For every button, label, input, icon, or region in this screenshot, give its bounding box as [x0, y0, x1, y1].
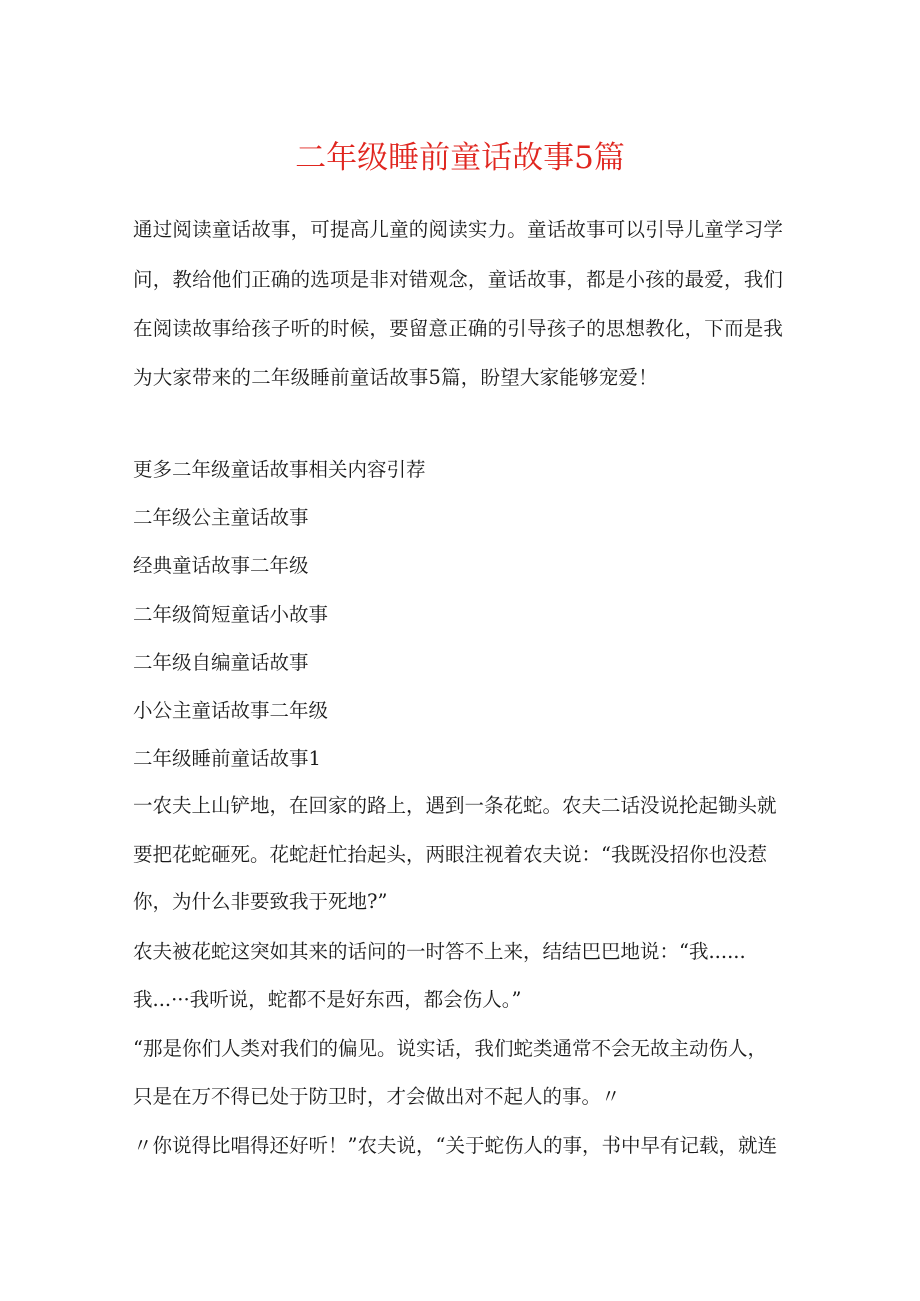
- story-line-3: 你，为什么非要致我于死地?”: [133, 890, 388, 913]
- related-link-4[interactable]: 二年级自编童话故事: [133, 651, 309, 674]
- story-line-4: 农夫被花蛇这突如其来的话问的一时答不上来，结结巴巴地说：“我......: [133, 940, 746, 963]
- story-line-2: 要把花蛇砸死。花蛇赶忙抬起头，两眼注视着农夫说：“我既没招你也没惹: [133, 843, 767, 866]
- related-link-1[interactable]: 二年级公主童话故事: [133, 506, 309, 529]
- related-link-2[interactable]: 经典童话故事二年级: [133, 554, 309, 577]
- related-heading: 更多二年级童话故事相关内容引荐: [133, 458, 426, 481]
- related-link-3[interactable]: 二年级简短童话小故事: [133, 603, 329, 626]
- intro-line-4: 为大家带来的二年级睡前童话故事5篇，盼望大家能够宠爱！: [133, 366, 658, 389]
- story-line-6: “那是你们人类对我们的偏见。说实话，我们蛇类通常不会无故主动伤人，: [133, 1037, 767, 1060]
- story-line-7: 只是在万不得已处于防卫时，才会做出对不起人的事。〃: [133, 1085, 621, 1108]
- story-heading: 二年级睡前童话故事1: [133, 747, 321, 770]
- related-link-5[interactable]: 小公主童话故事二年级: [133, 699, 329, 722]
- intro-line-2: 问，教给他们正确的选项是非对错观念，童话故事，都是小孩的最爱，我们: [133, 268, 784, 291]
- intro-line-1: 通过阅读童话故事，可提高儿童的阅读实力。童话故事可以引导儿童学习学: [133, 218, 784, 241]
- document-title: 二年级睡前童话故事5篇: [295, 140, 625, 176]
- story-line-5: 我...···我听说，蛇都不是好东西，都会伤人。”: [133, 988, 522, 1011]
- story-line-8: 〃你说得比唱得还好听！”农夫说，“关于蛇伤人的事，书中早有记载，就连: [133, 1134, 777, 1157]
- intro-line-3: 在阅读故事给孩子听的时候，要留意正确的引导孩子的思想教化，下而是我: [133, 317, 784, 340]
- story-line-1: 一农夫上山铲地，在回家的路上，遇到一条花蛇。农夫二话没说抡起锄头就: [133, 794, 777, 817]
